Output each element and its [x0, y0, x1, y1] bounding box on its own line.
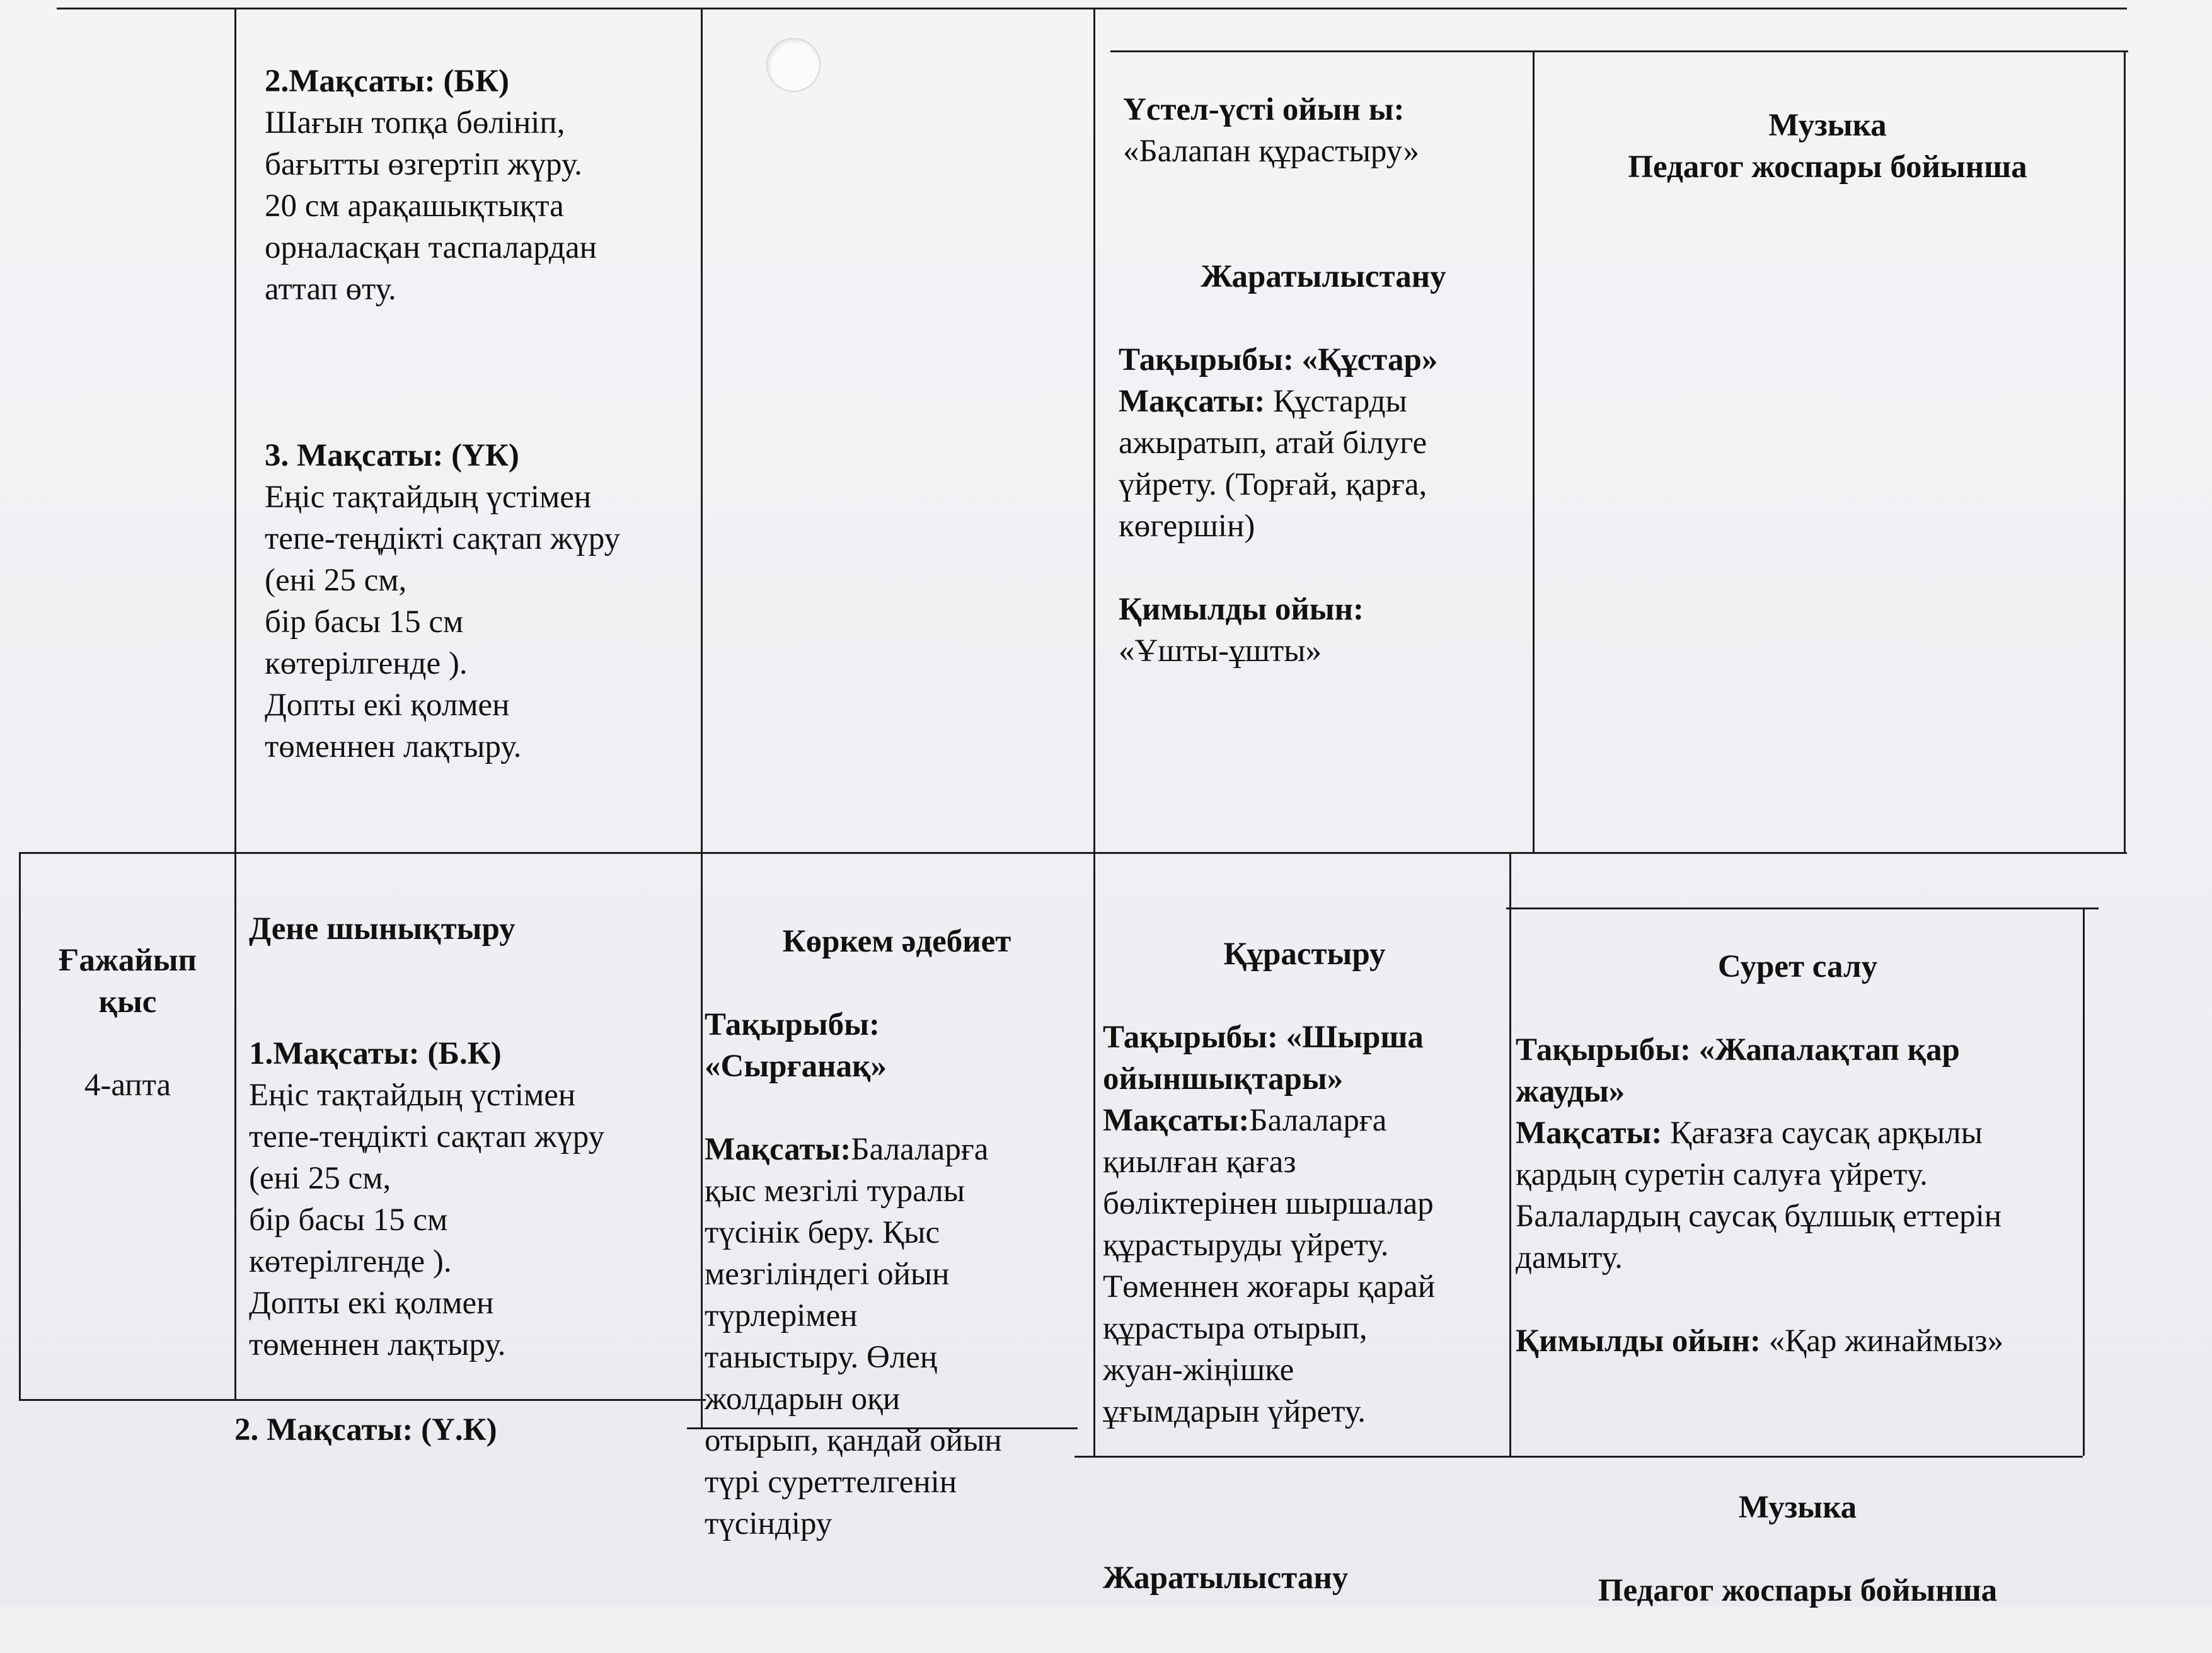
row1-col4-science [1119, 214, 1528, 713]
drawing-subject: Сурет салу [1717, 949, 1878, 984]
construction-goal-label: Мақсаты: [1103, 1103, 1250, 1138]
goal2-heading: 2.Мақсаты: (БК) [265, 64, 509, 99]
punch-hole [768, 39, 819, 91]
science-game-label: Қимылды ойын: [1119, 592, 1364, 627]
drawing-topic: Тақырыбы: «Жапалақтап қар жауды» [1516, 1032, 1960, 1109]
row2-col4-cell [1103, 892, 1506, 1599]
music-plan-2: Педагог жоспары бойынша [1598, 1573, 1998, 1608]
row2-col2-goal2 [234, 1368, 688, 1451]
col1-col2-divider [234, 8, 236, 1399]
week-label: 4-апта [84, 1068, 171, 1103]
drawing-game-label: Қимылды ойын: [1516, 1323, 1761, 1359]
construction-topic: Тақырыбы: «Шырша ойыншықтары» [1103, 1020, 1424, 1097]
science-goal-label: Мақсаты: [1119, 384, 1265, 419]
col4-col5-divider-top [1533, 50, 1535, 852]
science-subject: Жаратылыстану [1201, 259, 1446, 294]
goal2-text: Шағын топқа бөлініп, бағытты өзгертіп жүру. 20 см арақашықтықта орналасқан таспалардан аттап өту. [265, 105, 597, 307]
music-subject-2: Музыка [1738, 1490, 1857, 1525]
science-goal-text: Құстарды ажыратып, атай білуге үйрету. (Торғай, қарға, көгершін) [1119, 384, 1427, 544]
table-game-label: Үстел-үсті ойын ы: [1123, 92, 1405, 127]
science-subject-2: Жаратылыстану [1103, 1560, 1349, 1596]
row1-col4-cell [1123, 47, 1526, 214]
row1-col2-cell [265, 19, 693, 809]
drawing-goal-label: Мақсаты: [1516, 1115, 1662, 1151]
science-game-value: «Ұшты-ұшты» [1119, 633, 1322, 669]
literature-topic-label: Тақырыбы: [705, 1007, 880, 1042]
theme-line2: қыс [98, 984, 157, 1020]
table-border-right-bottom [2083, 907, 2085, 1456]
goal3-heading: 3. Мақсаты: (ҮК) [265, 438, 519, 473]
literature-topic-value: «Сырғанақ» [705, 1049, 887, 1084]
literature-goal-text: Балаларға қыс мезгілі туралы түсінік беру. Қыс мезгіліндегі ойын түрлерімен таныстыру. Өлең жолдарын оқи отырып, қандай ойын түрі суреттелгенін түсіндіру [705, 1132, 1002, 1541]
goal3-text: Еңіс тақтайдың үстімен тепе-теңдікті сақтап жүру (ені 25 см, бір басы 15 см көтерілгенде ). Допты екі қолмен төменнен лақтыру. [265, 480, 621, 764]
literature-goal-label: Мақсаты: [705, 1132, 851, 1167]
drawing-goal-text: Қағазға саусақ арқылы қардың суретін салуға үйрету. Балалардың саусақ бұлшық еттерін дамыту. [1516, 1115, 2002, 1276]
table-border-right-top [2124, 50, 2126, 852]
table-game-value: «Балапан құрастыру» [1123, 134, 1419, 169]
row1-col5-cell [1538, 63, 2117, 229]
row-divider [19, 852, 2127, 854]
pe-goal1-text: Еңіс тақтайдың үстімен тепе-теңдікті сақтап жүру (ені 25 см, бір басы 15 см көтерілгенде ). Допты екі қолмен төменнен лақтыру. [249, 1078, 605, 1362]
literature-subject: Көркем әдебиет [782, 924, 1011, 959]
row2-col3-cell [705, 879, 1089, 1586]
music-plan: Педагог жоспары бойынша [1628, 149, 2027, 185]
pe-goal2-heading: 2. Мақсаты: (Ү.К) [234, 1412, 497, 1448]
science-topic: Тақырыбы: «Құстар» [1119, 342, 1438, 377]
row2-col1-cell [25, 898, 230, 1148]
construction-subject: Құрастыру [1223, 936, 1386, 972]
col3-col4-divider [1093, 8, 1095, 1456]
col4-col5-divider-bottom [1509, 852, 1511, 1456]
music-subject: Музыка [1768, 108, 1887, 143]
col2-col3-divider [701, 8, 703, 1427]
pe-goal1-heading: 1.Мақсаты: (Б.К) [249, 1036, 502, 1071]
theme-line1: Ғажайып [58, 943, 197, 978]
table-border-left [19, 852, 21, 1400]
construction-goal-text: Балаларға қиылған қағаз бөліктерінен шыршалар құрастыруды үйрету. Төменнен жоғары қарай құрастыра отырып, жуан-жіңішке ұғымдарын үйрету. [1103, 1103, 1436, 1429]
table-border-top [57, 8, 2127, 9]
pe-subject: Дене шынықтыру [249, 911, 516, 947]
drawing-game-value: «Қар жинаймыз» [1760, 1323, 2004, 1359]
row2-col5-cell [1516, 904, 2080, 1653]
row2-col2-cell [249, 867, 696, 1407]
